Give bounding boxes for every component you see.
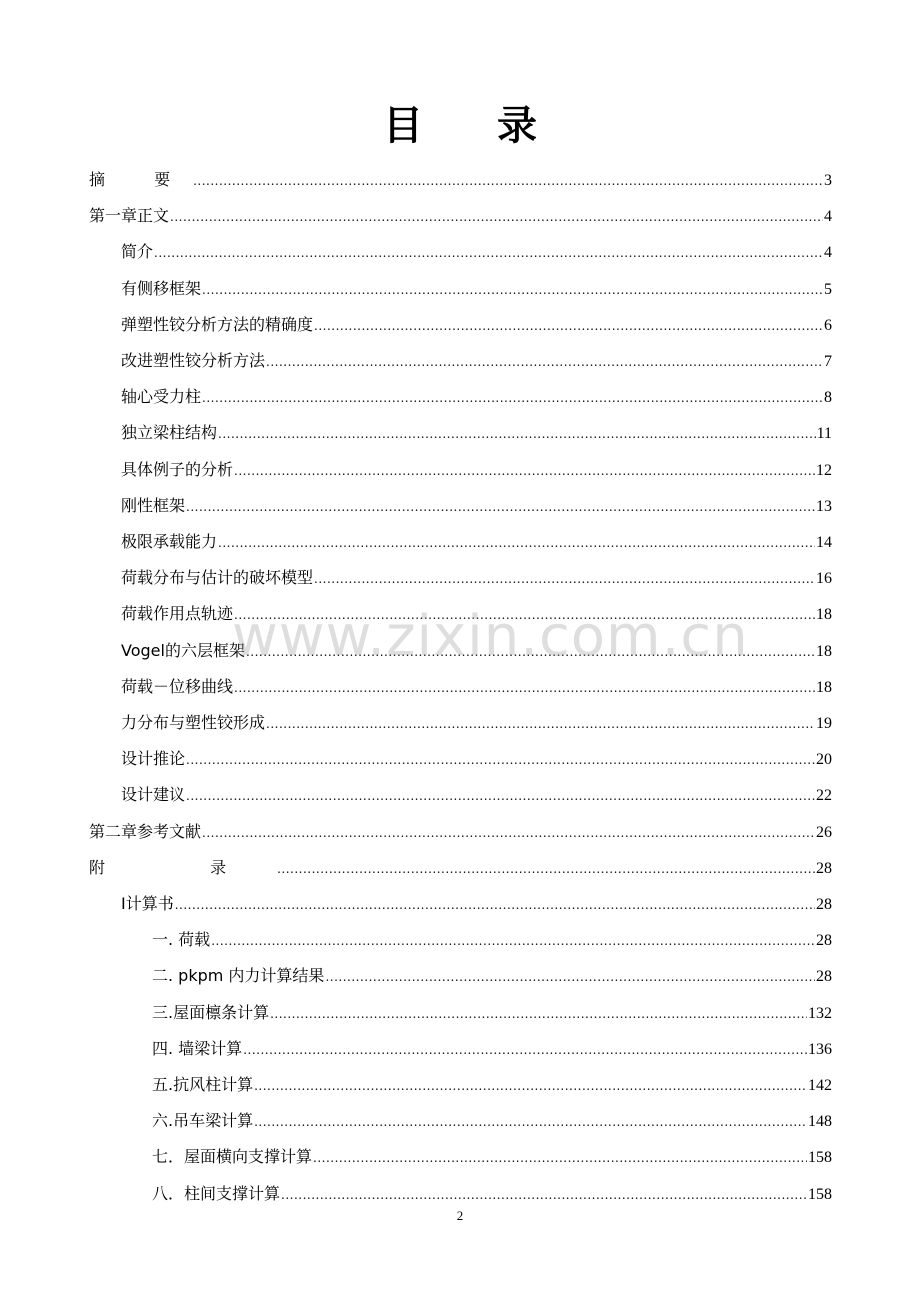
toc-entry[interactable] [121, 892, 832, 916]
dot-leader [234, 676, 815, 700]
toc-entry[interactable] [121, 530, 832, 554]
toc-entry-page-number: 16 [816, 570, 832, 588]
toc-entry-page-number: 5 [824, 280, 832, 298]
toc-entry-page-number: 28 [816, 968, 832, 986]
toc-entry[interactable] [89, 168, 832, 192]
toc-entry[interactable] [121, 747, 832, 771]
toc-entry-label: 简介 [121, 242, 154, 262]
toc-entry[interactable] [121, 421, 832, 445]
toc-entry[interactable] [121, 639, 832, 663]
toc-entry-page-number: 26 [816, 823, 832, 841]
toc-entry-page-number: 28 [816, 932, 832, 950]
toc-entry-page-number: 22 [816, 787, 832, 805]
toc-entry[interactable] [152, 1073, 832, 1097]
toc-entry-label: 有侧移框架 [121, 278, 202, 298]
toc-entry-page-number: 12 [816, 461, 832, 479]
toc-entry[interactable] [89, 820, 832, 844]
toc-entry-label: 轴心受力柱 [121, 387, 202, 407]
toc-entry-page-number: 11 [816, 425, 832, 443]
toc-entry-label: 弹塑性铰分析方法的精确度 [121, 314, 314, 334]
toc-entry-label: 五.抗风柱计算 [152, 1075, 254, 1094]
toc-entry[interactable] [121, 675, 832, 699]
toc-entry[interactable] [121, 602, 832, 626]
dot-leader [202, 278, 823, 302]
toc-entry-label: 改进塑性铰分析方法 [121, 351, 266, 370]
toc-entry-label: Ⅰ计算书 [121, 894, 174, 913]
toc-entry-label: 独立梁柱结构 [121, 423, 218, 443]
toc-entry-page-number: 18 [816, 642, 832, 660]
dot-leader [266, 350, 823, 374]
dot-leader [154, 241, 823, 265]
toc-entry-label: 极限承载能力 [121, 532, 218, 551]
toc-entry-label: 七．屋面横向支撑计算 [152, 1147, 313, 1167]
dot-leader [234, 603, 815, 627]
toc-entry[interactable] [89, 204, 832, 228]
toc-entry[interactable] [152, 1182, 832, 1206]
toc-entry-label: 力分布与塑性铰形成 [121, 713, 266, 732]
toc-entry-label: 设计建议 [121, 785, 186, 805]
dot-leader [193, 169, 823, 193]
dot-leader [246, 640, 815, 664]
dot-leader [254, 1110, 807, 1134]
toc-entry[interactable] [121, 277, 832, 301]
dot-leader [277, 857, 815, 881]
page-number: 2 [456, 1208, 464, 1223]
toc-entry-page-number: 6 [824, 316, 832, 334]
toc-entry[interactable] [152, 928, 832, 952]
toc-entry-page-number: 4 [824, 208, 832, 226]
toc-entry-label: 第一章正文 [89, 206, 170, 226]
toc-entry-page-number: 18 [816, 678, 832, 696]
dot-leader [218, 531, 815, 555]
toc-entry[interactable] [121, 494, 832, 518]
toc-entry[interactable] [121, 783, 832, 807]
toc-entry-page-number: 4 [824, 244, 832, 262]
toc-entry-label: 六.吊车梁计算 [152, 1111, 254, 1131]
toc-entry-page-number: 14 [816, 534, 832, 551]
toc-entry-label: 荷载作用点轨迹 [121, 604, 234, 624]
dot-leader [202, 386, 823, 410]
toc-entry-label: 四. 墙梁计算 [152, 1038, 243, 1058]
dot-leader [234, 459, 815, 483]
toc-entry-label: 摘 要 [89, 170, 193, 189]
toc-entry-label: 一. 荷载 [152, 930, 211, 950]
toc-entry-page-number: 148 [808, 1113, 832, 1131]
toc-entry[interactable] [121, 240, 832, 264]
toc-entry[interactable] [89, 856, 832, 880]
toc-entry[interactable] [152, 1109, 832, 1133]
dot-leader [186, 784, 815, 808]
dot-leader [211, 929, 815, 953]
toc-entry-label: 刚性框架 [121, 495, 186, 515]
toc-entry[interactable] [121, 566, 832, 590]
toc-entry[interactable] [121, 711, 832, 735]
toc-entry-label: 二. pkpm 内力计算结果 [152, 966, 325, 986]
toc-entry-label: Vogel的六层框架 [121, 640, 245, 660]
toc-entry-page-number: 132 [808, 1004, 832, 1022]
toc-entry-page-number: 158 [808, 1149, 832, 1167]
dot-leader [170, 205, 823, 229]
dot-leader [270, 1002, 807, 1026]
dot-leader [218, 422, 816, 446]
dot-leader [266, 712, 815, 736]
toc-entry-label: 荷载－位移曲线 [121, 676, 234, 696]
toc-entry[interactable] [152, 964, 832, 988]
toc-entry[interactable] [121, 385, 832, 409]
dot-leader [314, 567, 815, 591]
toc-entry[interactable] [152, 1001, 832, 1025]
dot-leader [325, 965, 815, 989]
dot-leader [254, 1074, 807, 1098]
toc-entry-label: 具体例子的分析 [121, 459, 234, 479]
toc-entry-label: 设计推论 [121, 749, 186, 769]
toc-entry-page-number: 18 [816, 606, 832, 624]
toc-entry-page-number: 28 [816, 859, 832, 877]
toc-entry-label: 第二章参考文献 [89, 821, 202, 841]
toc-entry-page-number: 3 [824, 172, 832, 189]
dot-leader [243, 1038, 807, 1062]
toc-entry-page-number: 13 [816, 497, 832, 515]
toc-entry-page-number: 20 [816, 751, 832, 769]
dot-leader [175, 893, 815, 917]
toc-entry[interactable] [121, 458, 832, 482]
toc-entry-label: 八．柱间支撑计算 [152, 1183, 281, 1203]
watermark: www.zixin.com.cn [232, 604, 749, 669]
toc-entry-page-number: 8 [824, 389, 832, 407]
toc-entry-label: 三.屋面檩条计算 [152, 1002, 270, 1022]
toc-entry-label: 荷载分布与估计的破坏模型 [121, 568, 314, 588]
page-title: 目 录 [383, 103, 567, 149]
toc-entry-page-number: 19 [816, 715, 832, 732]
dot-leader [281, 1183, 807, 1207]
dot-leader [186, 748, 815, 772]
toc-entry[interactable] [121, 313, 832, 337]
toc-entry-page-number: 7 [824, 353, 832, 370]
toc-entry-page-number: 28 [816, 896, 832, 913]
toc-entry[interactable] [152, 1145, 832, 1169]
toc-entry-label: 附 录 [89, 857, 277, 877]
dot-leader [186, 495, 815, 519]
dot-leader [314, 314, 823, 338]
toc-entry-page-number: 158 [808, 1185, 832, 1203]
toc-entry-page-number: 136 [808, 1040, 832, 1058]
dot-leader [202, 821, 815, 845]
toc-entry[interactable] [152, 1037, 832, 1061]
dot-leader [313, 1146, 807, 1170]
toc-entry[interactable] [121, 349, 832, 373]
toc-entry-page-number: 142 [808, 1077, 832, 1094]
